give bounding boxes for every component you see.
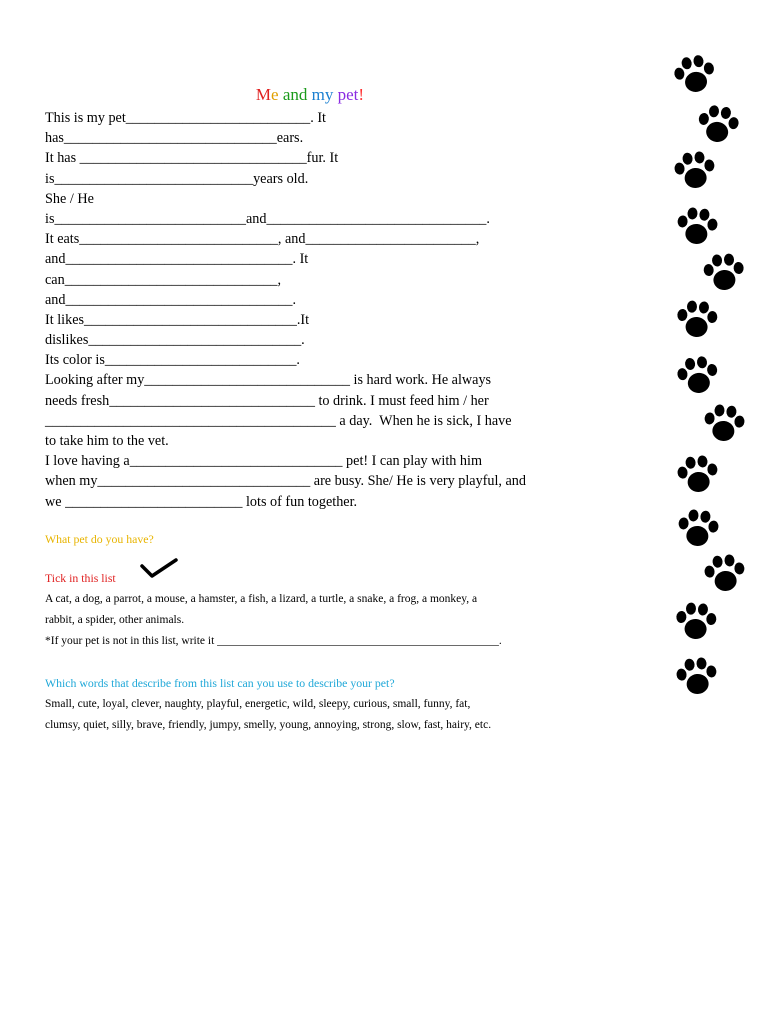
paw-print-icon — [676, 300, 718, 339]
paw-print-icon — [672, 53, 718, 95]
story-line: It likes______________________________.It — [45, 311, 310, 328]
story-line: and________________________________. It — [45, 251, 309, 268]
story-line: we _________________________ lots of fun together. — [45, 493, 358, 510]
story-line: is____________________________years old. — [45, 170, 309, 187]
adjective-line: clumsy, quiet, silly, brave, friendly, jumpy, smelly, young, annoying, strong, slow, fast, hairy, etc. — [45, 719, 492, 731]
title-part: and — [278, 85, 312, 104]
paw-print-icon — [675, 354, 720, 395]
paw-print-icon — [703, 553, 747, 593]
paw-print-icon — [676, 508, 720, 548]
story-line: Looking after my_____________________________ is hard work. He always — [45, 372, 492, 389]
adjective-line: Small, cute, loyal, clever, naughty, playful, energetic, wild, sleepy, curious, small, funny, fat, — [45, 698, 471, 710]
story-line: is___________________________and_______________________________. — [45, 210, 490, 227]
paw-print-icon — [675, 206, 719, 246]
paw-print-icon — [676, 454, 720, 494]
story-line: It has ________________________________fur. It — [45, 150, 339, 167]
story-line: _________________________________________ a day. When he is sick, I have — [45, 412, 512, 429]
question-tick-list: Tick in this list — [45, 571, 116, 585]
question-what-pet: What pet do you have? — [45, 532, 154, 546]
story-line: Its color is___________________________. — [45, 352, 300, 369]
story-line: I love having a______________________________ pet! I can play with him — [45, 453, 482, 470]
paw-print-icon — [675, 602, 717, 641]
story-line: has______________________________ears. — [45, 130, 304, 147]
story-line: when my______________________________ are busy. She/ He is very playful, and — [45, 473, 526, 490]
story-line: dislikes______________________________. — [45, 332, 305, 349]
paw-print-icon — [696, 103, 741, 144]
story-line: can______________________________, — [45, 271, 282, 288]
story-line: needs fresh_____________________________ to drink. I must feed him / her — [45, 392, 489, 409]
paw-print-icon — [673, 150, 717, 190]
paw-print-icon — [675, 656, 719, 696]
title-part: e — [271, 85, 279, 104]
pet-list-line: A cat, a dog, a parrot, a mouse, a hamster, a fish, a lizard, a turtle, a snake, a frog, a monkey, a — [45, 593, 478, 605]
question-describe-pet: Which words that describe from this list can you use to describe your pet? — [45, 676, 395, 690]
paw-print-icon — [703, 253, 745, 292]
pet-list-line: rabbit, a spider, other animals. — [45, 614, 185, 626]
story-line: and________________________________. — [45, 291, 297, 308]
title-part: my — [311, 85, 338, 104]
story-line: She / He — [45, 190, 94, 207]
story-line: to take him to the vet. — [45, 433, 169, 449]
story-line: It eats____________________________, and________________________, — [45, 231, 480, 248]
story-line: This is my pet__________________________. It — [45, 110, 326, 126]
title-part: pet — [337, 85, 359, 104]
paw-print-icon — [702, 403, 746, 443]
title-part: ! — [358, 85, 365, 104]
pet-list-line: *If your pet is not in this list, write it _________________________________________________. — [45, 635, 502, 647]
title-part: M — [255, 85, 272, 104]
